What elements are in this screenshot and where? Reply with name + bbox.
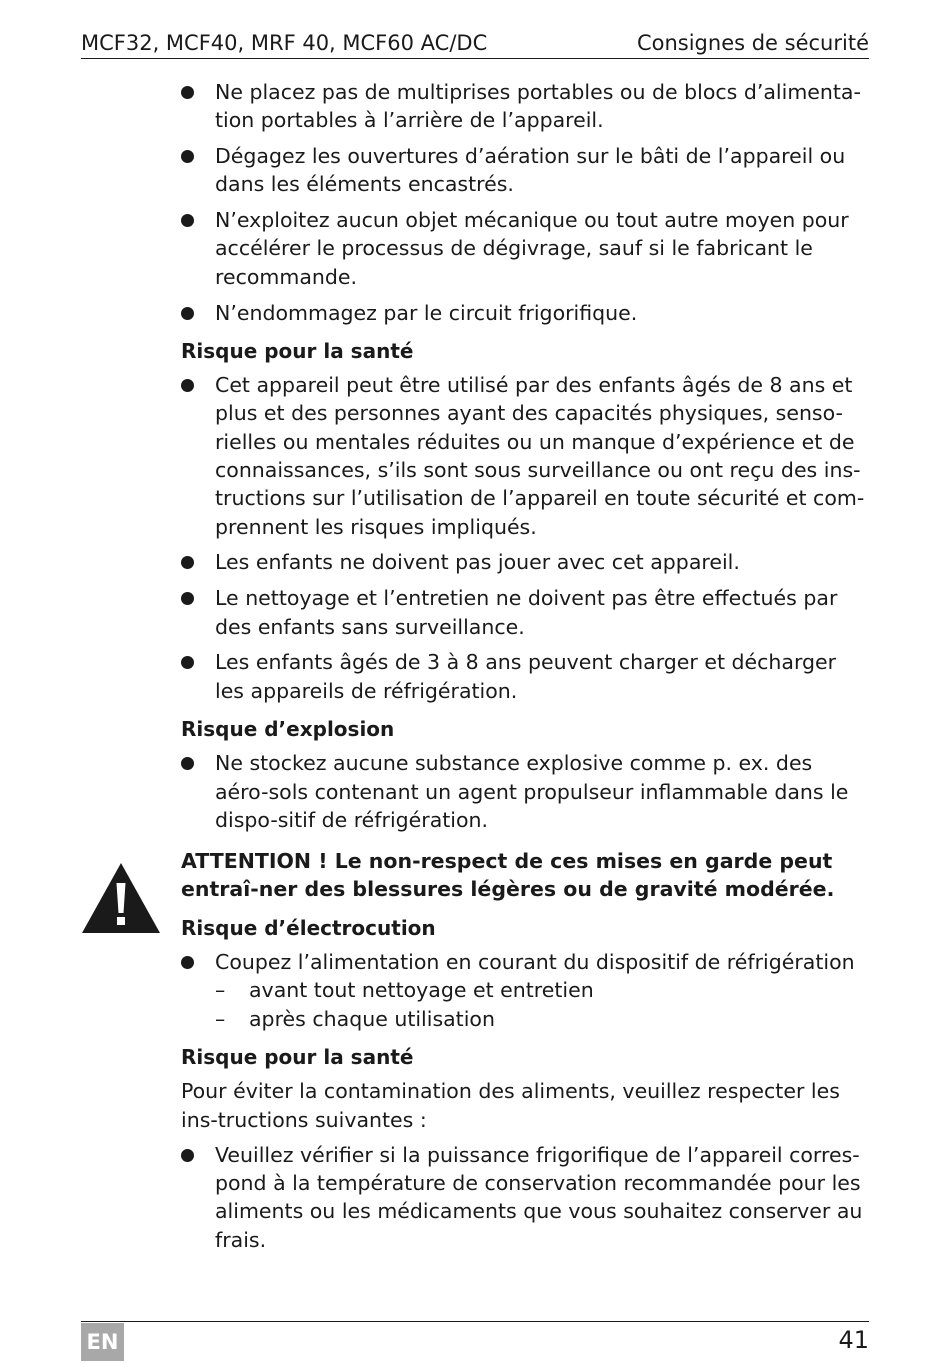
sublist-item: – avant tout nettoyage et entretien: [215, 976, 871, 1004]
footer-rule: [81, 1321, 869, 1322]
section-heading-health-2: Risque pour la santé: [181, 1044, 414, 1069]
list-item: Les enfants âgés de 3 à 8 ans peuvent charger et décharger les appareils de réfrigération.: [181, 648, 871, 705]
list-item: [181, 948, 871, 1033]
list-item: Ne stockez aucune substance explosive comme p. ex. des aéro-sols contenant un agent propulseur inflammable dans le dispo-sitif de réfrigération.: [181, 749, 871, 834]
page-header: [81, 28, 869, 59]
list-item: Le nettoyage et l’entretien ne doivent pas être effectués par des enfants sans surveillance.: [181, 584, 871, 641]
list-item: Dégagez les ouvertures d’aération sur le bâti de l’appareil ou dans les éléments encastrés.: [181, 142, 871, 199]
bullet-list-electrocution: [181, 948, 871, 1033]
section-heading-explosion: Risque d’explosion: [181, 716, 395, 741]
bullet-list-health: [181, 371, 871, 705]
list-item: Les enfants ne doivent pas jouer avec cet appareil.: [181, 548, 871, 576]
list-item: Ne placez pas de multiprises portables ou de blocs d’alimenta-tion portables à l’arrière de l’appareil.: [181, 78, 871, 135]
sublist-item: – après chaque utilisation: [215, 1005, 871, 1033]
list-item: Veuillez vérifier si la puissance frigorifique de l’appareil corres-pond à la température de conservation recommandée pour les aliments ou les médicaments que vous souhaitez conserver au frais.: [181, 1141, 871, 1254]
page-number: 41: [838, 1326, 869, 1354]
list-item: Cet appareil peut être utilisé par des enfants âgés de 8 ans et plus et des personnes ayant des capacités physiques, senso-rielles ou mentales réduites ou un manque d’expérience et de connaissances, s’ils sont sous surveillance ou ont reçu des ins-tructions sur l’utilisation de l’appareil en toute sécurité et com-prennent les risques impliqués.: [181, 371, 871, 541]
bullet-list-food: [181, 1141, 871, 1254]
list-item-text: Coupez l’alimentation en courant du dispositif de réfrigération: [215, 950, 855, 975]
warning-triangle-icon: [80, 861, 162, 935]
section-heading-health: Risque pour la santé: [181, 338, 414, 363]
list-item: N’exploitez aucun objet mécanique ou tout autre moyen pour accélérer le processus de dégivrage, sauf si le fabricant le recommande.: [181, 206, 871, 291]
list-item: N’endommagez par le circuit frigorifique.: [181, 299, 871, 327]
bullet-list-installation: [181, 78, 871, 327]
language-badge: EN: [81, 1323, 124, 1361]
bullet-list-explosion: [181, 749, 871, 834]
section-heading-electrocution: Risque d’électrocution: [181, 915, 436, 940]
intro-paragraph: Pour éviter la contamination des aliments, veuillez respecter les ins-tructions suivantes :: [181, 1079, 840, 1132]
dash-sublist: [215, 976, 871, 1033]
header-section: Consignes de sécurité: [636, 31, 869, 55]
header-models: MCF32, MCF40, MRF 40, MCF60 AC/DC: [81, 31, 488, 55]
main-content: [181, 78, 871, 1261]
warning-text: ATTENTION ! Le non-respect de ces mises en garde peut entraî-ner des blessures légères ou de gravité modérée.: [181, 849, 835, 902]
